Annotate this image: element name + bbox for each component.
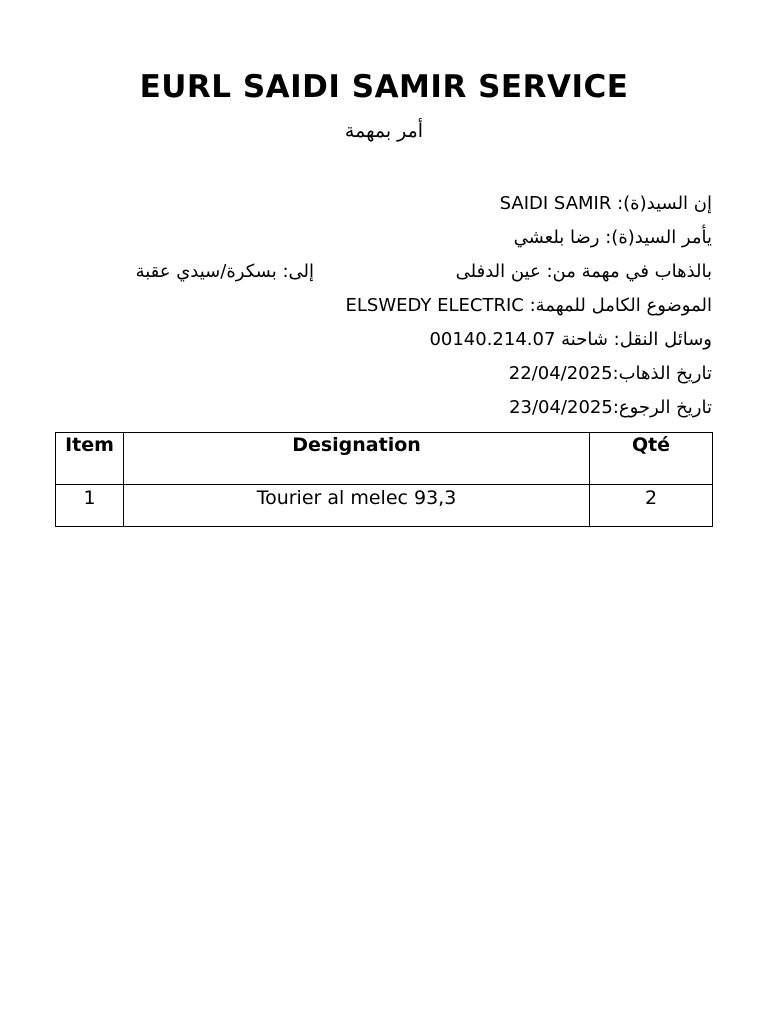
field-departure-value: 22/04/2025: [508, 363, 613, 384]
field-transport-value: شاحنة 00140.214.07: [429, 329, 608, 350]
field-return-value: 23/04/2025: [509, 397, 613, 418]
field-subject-label: الموضوع الكامل للمهمة:: [529, 295, 712, 316]
cell-qty: 2: [590, 485, 713, 527]
field-ordered-by: [52, 224, 712, 252]
table-header-row: [56, 433, 713, 485]
field-mission-from-value: عين الدفلى: [455, 261, 541, 282]
field-departure-label: تاريخ الذهاب:: [612, 363, 712, 384]
field-transport: [52, 326, 712, 354]
field-transport-label: وسائل النقل:: [613, 329, 712, 350]
field-departure-date: [52, 360, 712, 388]
field-to-label: إن السيد(ة):: [617, 193, 712, 214]
field-mission-from-label: بالذهاب في مهمة من:: [546, 261, 712, 282]
field-mission-to-label: إلى:: [282, 261, 314, 282]
header-item: Item: [56, 433, 124, 485]
document-title: أمر بمهمة: [344, 120, 424, 142]
field-mission-to: [136, 258, 314, 286]
field-ordered-by-value: رضا بلعشي: [513, 227, 600, 248]
field-return-label: تاريخ الرجوع:: [612, 397, 712, 418]
field-ordered-by-label: يأمر السيد(ة):: [605, 227, 712, 248]
company-title: EURL SAIDI SAMIR SERVICE: [139, 69, 629, 105]
field-to: [52, 190, 712, 218]
field-return-date: [52, 394, 712, 422]
header-designation: Designation: [124, 433, 590, 485]
cell-item: 1: [56, 485, 124, 527]
field-mission-from: [456, 258, 712, 286]
items-table: [55, 432, 713, 527]
field-subject-value: ELSWEDY ELECTRIC: [345, 295, 524, 316]
field-subject: [52, 292, 712, 320]
header-qty: Qté: [590, 433, 713, 485]
field-mission-to-value: بسكرة/سيدي عقبة: [135, 261, 277, 282]
table-row: [56, 485, 713, 527]
field-to-value: SAIDI SAMIR: [499, 193, 612, 214]
cell-designation: Tourier al melec 93,3: [124, 485, 590, 527]
field-mission-route: [52, 258, 712, 286]
